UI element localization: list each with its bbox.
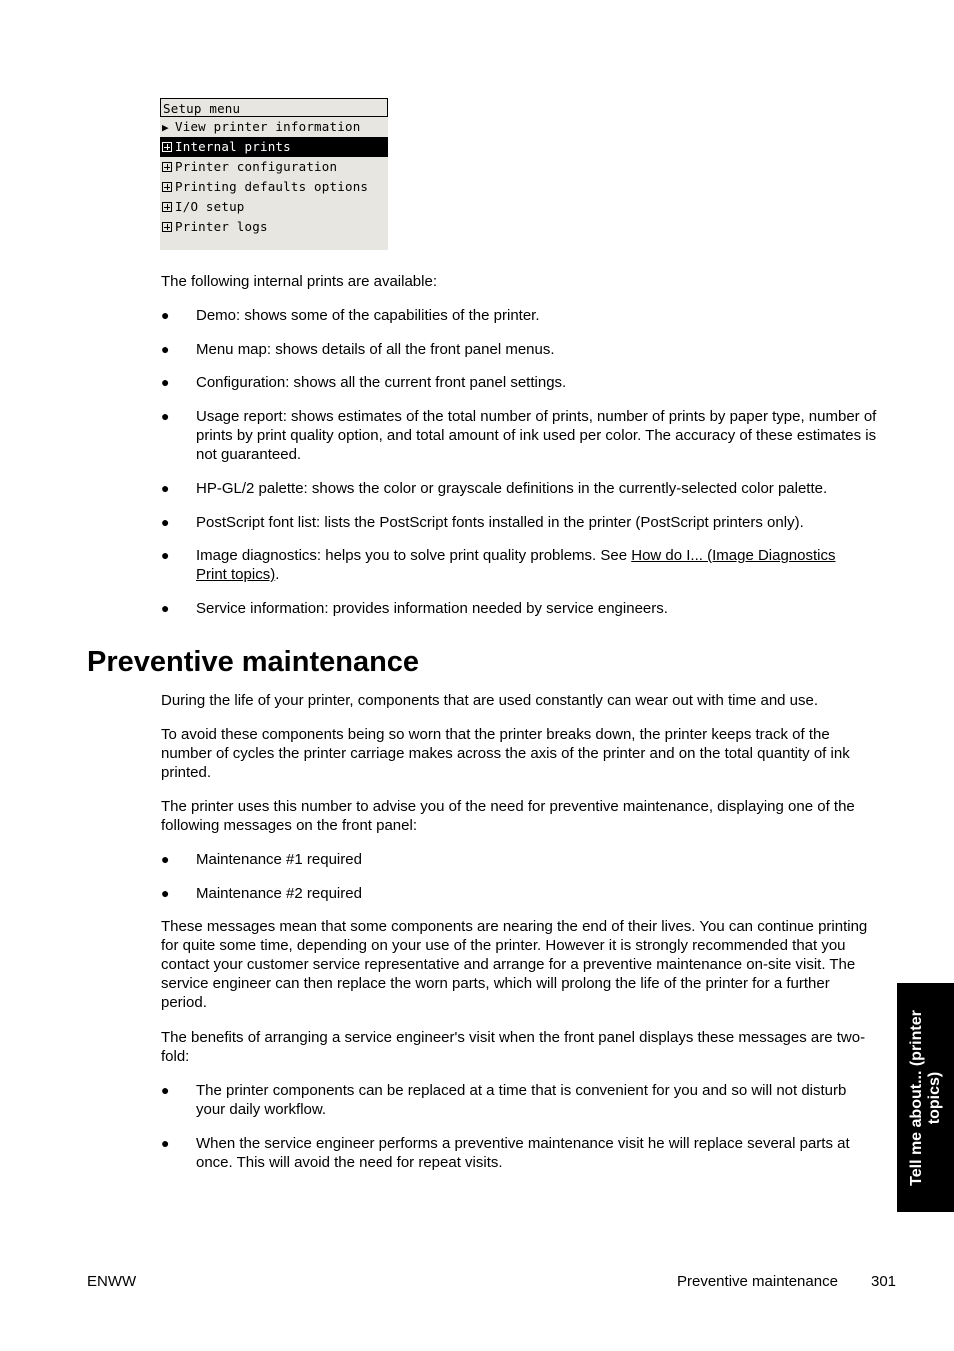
footer-section-title: Preventive maintenance: [677, 1273, 838, 1290]
intro-text: The following internal prints are available:: [161, 273, 437, 290]
list-item: [161, 479, 879, 498]
box-plus-icon: [162, 222, 172, 232]
footer-left: ENWW: [87, 1273, 137, 1290]
menu-item-internal-prints[interactable]: [160, 137, 388, 157]
menu-item-view-printer-information[interactable]: [160, 117, 388, 137]
bullet-icon: ●: [161, 1082, 170, 1098]
bullet-icon: ●: [161, 408, 170, 424]
menu-item-label: Internal prints: [175, 139, 291, 154]
list-item: [161, 1081, 879, 1119]
bullet-icon: ●: [161, 1135, 170, 1151]
list-item: [161, 546, 879, 584]
menu-item-printing-defaults-options[interactable]: [160, 177, 388, 197]
menu-item-printer-configuration[interactable]: [160, 157, 388, 177]
list-item-text: Maintenance #1 required: [196, 851, 362, 868]
front-panel-setup-menu: [160, 98, 388, 250]
list-item-text: Menu map: shows details of all the front panel menus.: [196, 341, 555, 358]
list-item-text: Usage report: shows estimates of the total number of prints, number of prints by paper type, number of prints by print quality option, and total amount of ink used per color. The accuracy of these estimates is not guaranteed.: [196, 408, 877, 463]
list-item-text: Service information: provides information needed by service engineers.: [196, 600, 668, 617]
bullet-icon: ●: [161, 480, 170, 496]
section-heading: Preventive maintenance: [87, 646, 420, 678]
bullet-icon: ●: [161, 341, 170, 357]
box-plus-icon: [162, 142, 172, 152]
menu-item-label: View printer information: [175, 119, 361, 134]
menu-item-label: Printer logs: [175, 219, 268, 234]
list-item: [161, 373, 879, 392]
list-item-text: PostScript font list: lists the PostScript fonts installed in the printer (PostScript printers only).: [196, 514, 804, 531]
paragraph: The printer uses this number to advise you of the need for preventive maintenance, displaying one of the following messages on the front panel:: [161, 798, 855, 834]
menu-item-io-setup[interactable]: [160, 197, 388, 217]
list-item-text: Configuration: shows all the current front panel settings.: [196, 374, 567, 391]
bullet-icon: ●: [161, 851, 170, 867]
bullet-icon: ●: [161, 514, 170, 530]
menu-item-printer-logs[interactable]: [160, 217, 388, 237]
paragraph: The benefits of arranging a service engineer's visit when the front panel displays these messages are two-fold:: [161, 1029, 866, 1065]
list-item-text: Demo: shows some of the capabilities of the printer.: [196, 307, 540, 324]
list-item-text: HP-GL/2 palette: shows the color or grayscale definitions in the currently-selected color palette.: [196, 480, 828, 497]
menu-item-label: I/O setup: [175, 199, 245, 214]
bullet-icon: ●: [161, 307, 170, 323]
list-item-text-after: .: [275, 566, 280, 583]
list-item: [161, 884, 879, 903]
list-item: [161, 306, 879, 325]
bullet-icon: ●: [161, 885, 170, 901]
bullet-icon: ●: [161, 374, 170, 390]
box-plus-icon: [162, 162, 172, 172]
arrow-right-icon: ▶: [162, 121, 169, 134]
paragraph: These messages mean that some components are nearing the end of their lives. You can continue printing for quite some time, depending on your use of the printer. However it is strongly recommended that you contact your customer service representative and arrange for a preventive maintenance on-site visit. The service engineer can then replace the worn parts, which will prolong the life of the printer for a further period.: [161, 918, 868, 1011]
setup-menu-title: Setup menu: [160, 98, 388, 117]
list-item-text: Maintenance #2 required: [196, 885, 362, 902]
side-tab-label: Tell me about... (printer topics): [907, 1009, 943, 1186]
list-item-text: The printer components can be replaced at a time that is convenient for you and so will not disturb your daily workflow.: [196, 1082, 847, 1118]
chapter-side-tab[interactable]: [897, 983, 954, 1212]
image-diagnostics-link[interactable]: How do I... (Image Diagnostics Print topics): [196, 547, 836, 583]
list-item: [161, 407, 879, 464]
menu-item-label: Printer configuration: [175, 159, 338, 174]
list-item: [161, 1134, 879, 1172]
bullet-icon: ●: [161, 600, 170, 616]
list-item: [161, 340, 879, 359]
paragraph: To avoid these components being so worn that the printer breaks down, the printer keeps track of the number of cycles the printer carriage makes across the axis of the printer and on the total quantity of ink printed.: [161, 726, 850, 781]
menu-item-label: Printing defaults options: [175, 179, 369, 194]
list-item: [161, 513, 879, 532]
list-item-text-before: Image diagnostics: helps you to solve print quality problems. See: [196, 547, 632, 564]
box-plus-icon: [162, 182, 172, 192]
page-number: 301: [871, 1273, 897, 1290]
box-plus-icon: [162, 202, 172, 212]
list-item: [161, 850, 879, 869]
list-item-text: [196, 546, 836, 584]
list-item: [161, 599, 879, 618]
paragraph: During the life of your printer, components that are used constantly can wear out with time and use.: [161, 692, 819, 709]
list-item-text: When the service engineer performs a preventive maintenance visit he will replace several parts at once. This will avoid the need for repeat visits.: [196, 1135, 850, 1171]
bullet-icon: ●: [161, 547, 170, 563]
